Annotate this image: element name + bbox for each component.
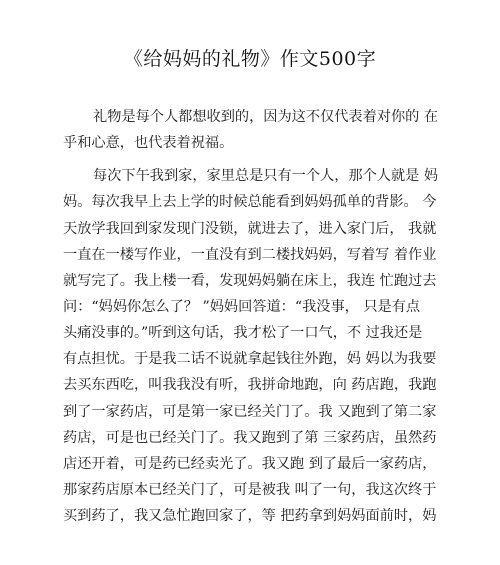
text-line: 有点担忧。于是我二话不说就拿起钱往外跑，妈 妈以为我要 — [63, 351, 437, 368]
text-line: 买到药了，我又急忙跑回家了，等 把药拿到妈妈面前时，妈 — [63, 508, 437, 525]
text-line: 礼物是每个人都想收到的，因为这不仅代表着对你的 在 — [93, 109, 439, 125]
text-line: 一直在一楼写作业，一直没有到二楼找妈妈，写着写 着作业 — [63, 246, 437, 263]
text-line: 那家药店原本已经关门了，可是被我 叫了一句，我这次终于 — [63, 481, 437, 498]
text-line: 妈。每次我早上去上学的时候总能看到妈妈孤单的背影。 今 — [63, 194, 437, 211]
text-line: 天放学我回到家发现门没锁，就进去了，进入家门后， 我就 — [63, 220, 437, 237]
text-line: 店还开着，可是药已经卖光了。我又跑 到了最后一家药店， — [63, 455, 437, 472]
text-line: 到了一家药店，可是第一家已经关门了。我 又跑到了第二家 — [63, 403, 437, 420]
document-title: 《给妈妈的礼物》作文500字 — [123, 48, 377, 70]
article-body — [63, 104, 453, 529]
text-line: 头痛没事的。”听到这句话，我才松了一口气，不 过我还是 — [63, 325, 423, 342]
text-line: 就写完了。我上楼一看，发现妈妈躺在床上，我连 忙跑过去 — [63, 272, 437, 289]
text-line: 乎和心意，也代表着祝福。 — [63, 135, 234, 152]
text-line: 问：“妈妈你怎么了？ ”妈妈回答道：“我没事， 只是有点 — [63, 298, 421, 315]
text-line: 去买东西吃，叫我我没有听，我拼命地跑，向 药店跑，我跑 — [63, 377, 437, 394]
paragraph-gap — [63, 156, 453, 163]
text-line: 药店，可是也已经关门了。我又跑到了第 三家药店，虽然药 — [63, 429, 437, 446]
text-line: 每次下午我到家，家里总是只有一个人，那个人就是 妈 — [93, 168, 439, 185]
